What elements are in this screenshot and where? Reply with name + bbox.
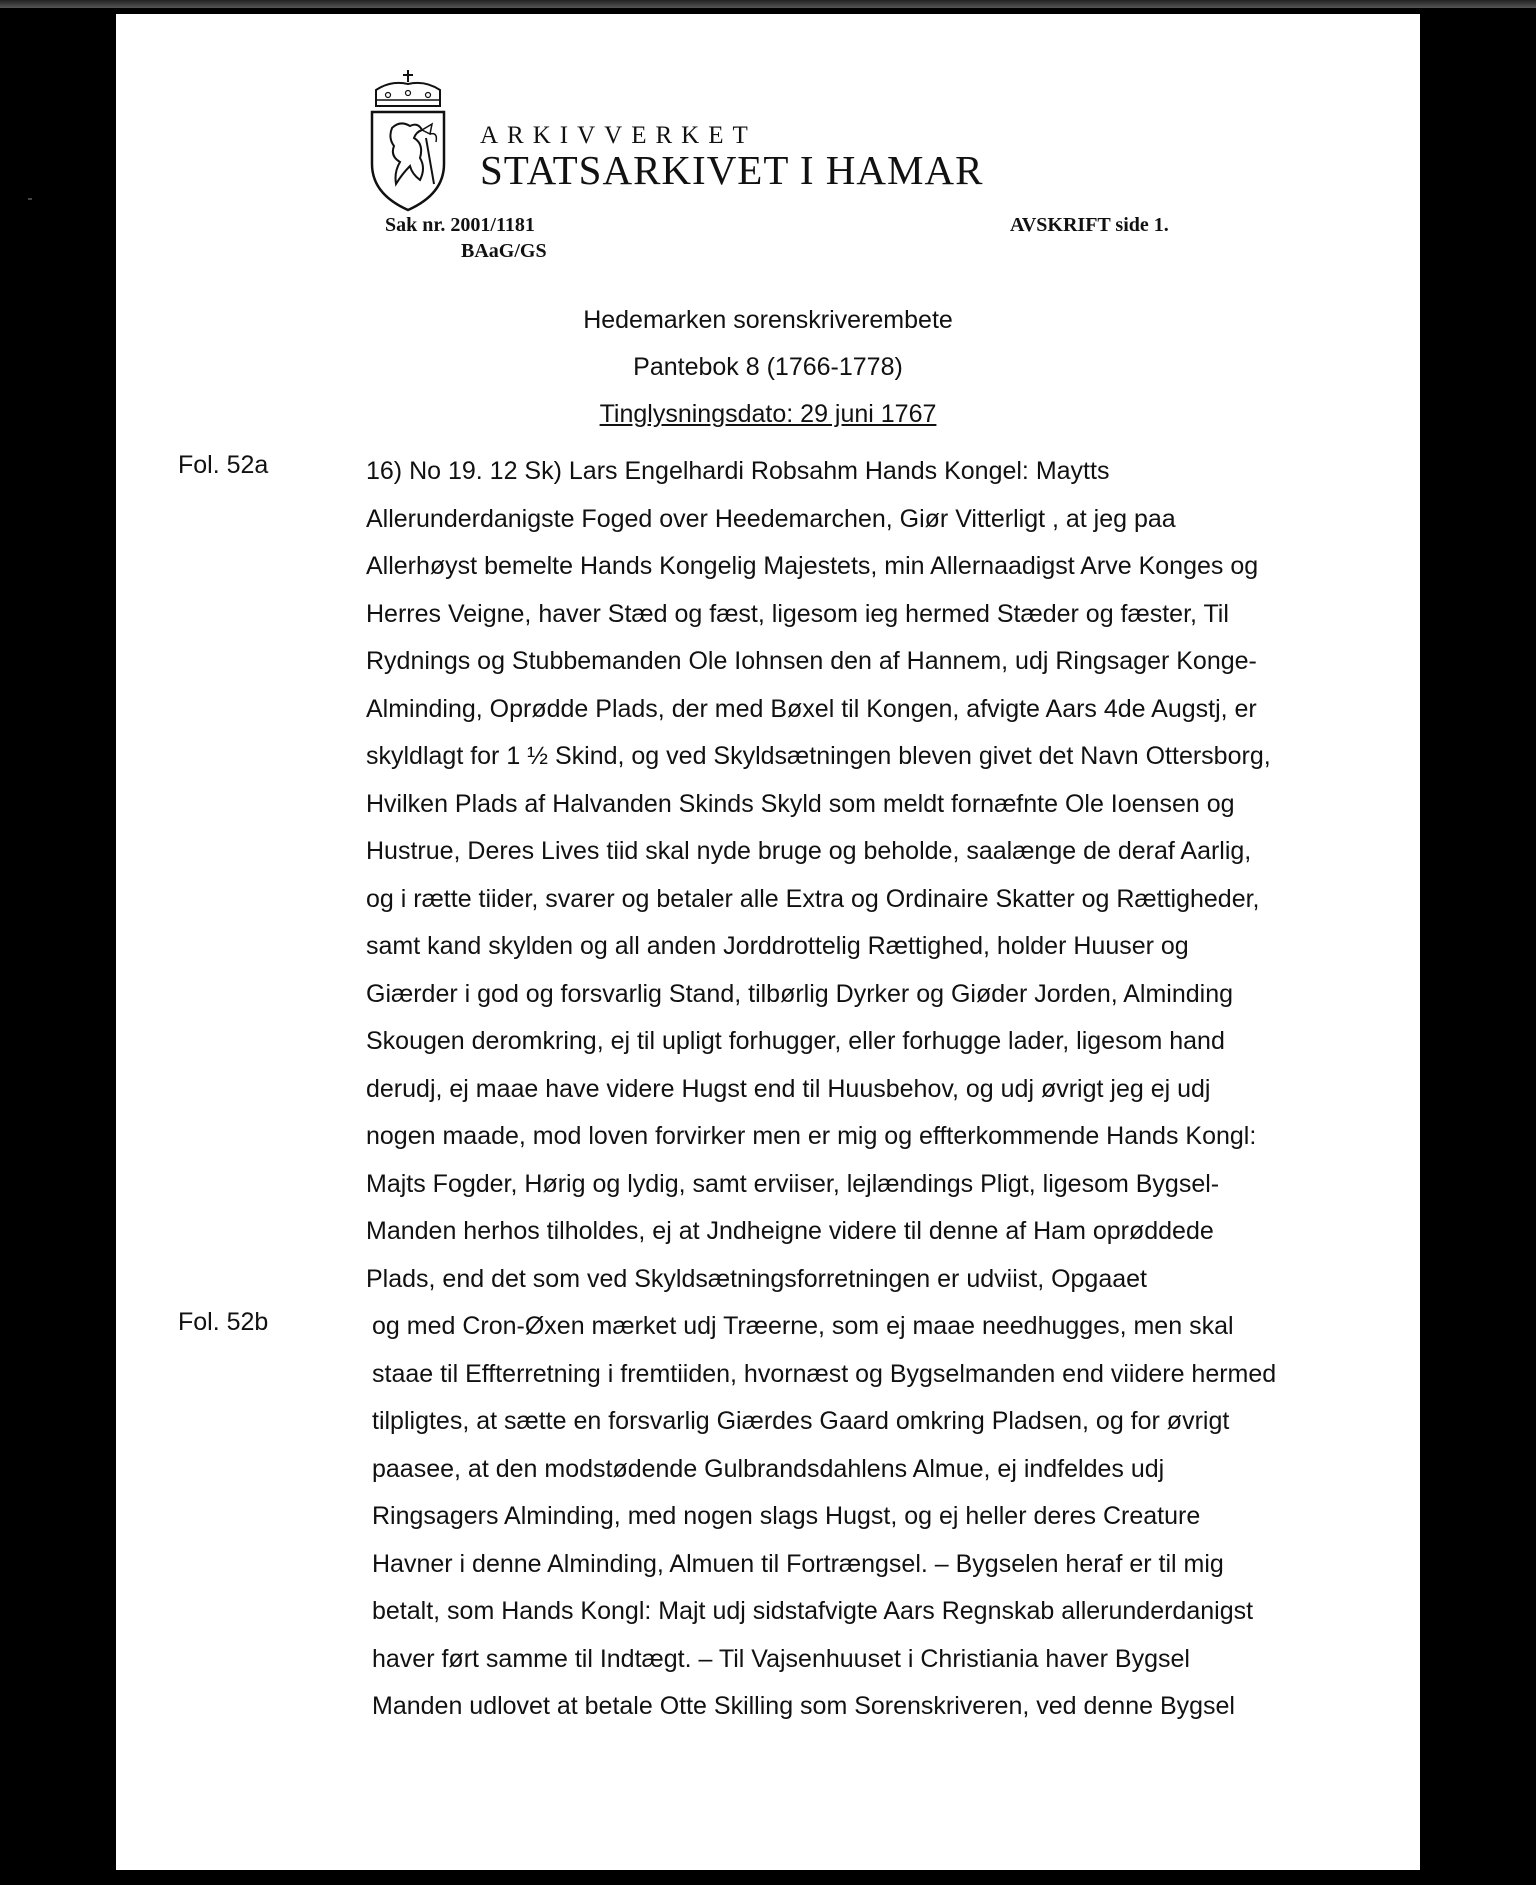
- transcript-line: samt kand skylden og all anden Jorddrottelig Rættighed, holder Huuser og: [366, 932, 1189, 960]
- book-heading: Pantebok 8 (1766-1778): [633, 353, 903, 381]
- transcript-line: Hvilken Plads af Halvanden Skinds Skyld som meldt fornæfnte Ole Ioensen og: [366, 789, 1235, 818]
- case-number: Sak nr. 2001/1181: [385, 214, 535, 236]
- transcript-body: [366, 448, 1366, 1731]
- transcript-line: staae til Effterretning i fremtiiden, hvornæst og Bygselmanden end viidere hermed: [372, 1359, 1277, 1388]
- transcript-line: og med Cron-Øxen mærket udj Træerne, som ej maae needhugges, men skal: [372, 1312, 1234, 1340]
- transcript-line: og i rætte tiider, svarer og betaler alle Extra og Ordinaire Skatter og Rættigheder,: [366, 884, 1260, 913]
- transcript-line: Plads, end det som ved Skyldsætningsforretningen er udviist, Opgaaet: [366, 1264, 1147, 1293]
- scan-speck: [28, 198, 32, 200]
- agency-name: ARKIVVERKET: [480, 122, 757, 149]
- office-heading: Hedemarken sorenskriverembete: [583, 306, 953, 334]
- transcript-line: Giærder i god og forsvarlig Stand, tilbørlig Dyrker og Giøder Jorden, Alminding: [366, 979, 1234, 1008]
- transcript-line: Manden udlovet at betale Otte Skilling som Sorenskriveren, ved denne Bygsel: [372, 1692, 1235, 1720]
- transcript-line: paasee, at den modstødende Gulbrandsdahlens Almue, ej indfeldes udj: [372, 1454, 1165, 1483]
- document-page: [116, 14, 1420, 1870]
- registration-date-heading: [116, 400, 1420, 429]
- folio-marker-52a: Fol. 52a: [178, 451, 269, 479]
- transcript-line: skyldlagt for 1 ½ Skind, og ved Skyldsætningen bleven givet det Navn Ottersborg,: [366, 742, 1271, 770]
- scan-top-edge: [0, 0, 1536, 8]
- transcript-line: Rydnings og Stubbemanden Ole Iohnsen den af Hannem, udj Ringsager Konge-: [366, 647, 1257, 675]
- norwegian-coat-of-arms-icon: [366, 68, 450, 214]
- transcript-line: Allerhøyst bemelte Hands Kongelig Majestets, min Allernaadigst Arve Konges og: [366, 552, 1259, 580]
- transcript-line: Hustrue, Deres Lives tiid skal nyde bruge og beholde, saalænge de deraf Aarlig,: [366, 837, 1252, 865]
- folio-marker-52b: Fol. 52b: [178, 1308, 269, 1336]
- registration-date-text: Tinglysningsdato: 29 juni 1767: [599, 400, 937, 428]
- transcript-line: tilpligtes, at sætte en forsvarlig Giærdes Gaard omkring Pladsen, og for øvrigt: [372, 1407, 1230, 1435]
- transcript-label: AVSKRIFT side 1.: [1010, 214, 1169, 236]
- transcript-line: nogen maade, mod loven forvirker men er mig og effterkommende Hands Kongl:: [366, 1122, 1257, 1150]
- transcript-line: Allerunderdanigste Foged over Heedemarchen, Giør Vitterligt , at jeg paa: [366, 504, 1176, 533]
- transcript-line: Ringsagers Alminding, med nogen slags Hugst, og ej heller deres Creature: [372, 1502, 1201, 1530]
- transcript-line: Havner i denne Alminding, Almuen til Fortrængsel. – Bygselen heraf er til mig: [372, 1549, 1224, 1578]
- transcript-line: Herres Veigne, haver Stæd og fæst, ligesom ieg hermed Stæder og fæster, Til: [366, 599, 1229, 628]
- archive-name: STATSARKIVET I HAMAR: [480, 147, 984, 193]
- transcript-line: Skougen deromkring, ej til upligt forhugger, eller forhugge lader, ligesom hand: [366, 1027, 1225, 1055]
- transcript-line: Majts Fogder, Hørig og lydig, samt erviiser, lejlændings Pligt, ligesom Bygsel-: [366, 1169, 1220, 1198]
- transcript-line: derudj, ej maae have videre Hugst end til Huusbehov, og udj øvrigt jeg ej udj: [366, 1074, 1211, 1103]
- transcript-line: haver ført samme til Indtægt. – Til Vajsenhuuset i Christiania haver Bygsel: [372, 1644, 1190, 1673]
- transcript-line: Alminding, Oprødde Plads, der med Bøxel til Kongen, afvigte Aars 4de Augstj, er: [366, 694, 1257, 723]
- transcript-line: 16) No 19. 12 Sk) Lars Engelhardi Robsahm Hands Kongel: Maytts: [366, 457, 1110, 485]
- transcript-line: Manden herhos tilholdes, ej at Jndheigne videre til denne af Ham oprøddede: [366, 1217, 1214, 1245]
- case-initials: BAaG/GS: [461, 240, 547, 262]
- transcript-line: betalt, som Hands Kongl: Majt udj sidstafvigte Aars Regnskab allerunderdanigst: [372, 1597, 1254, 1625]
